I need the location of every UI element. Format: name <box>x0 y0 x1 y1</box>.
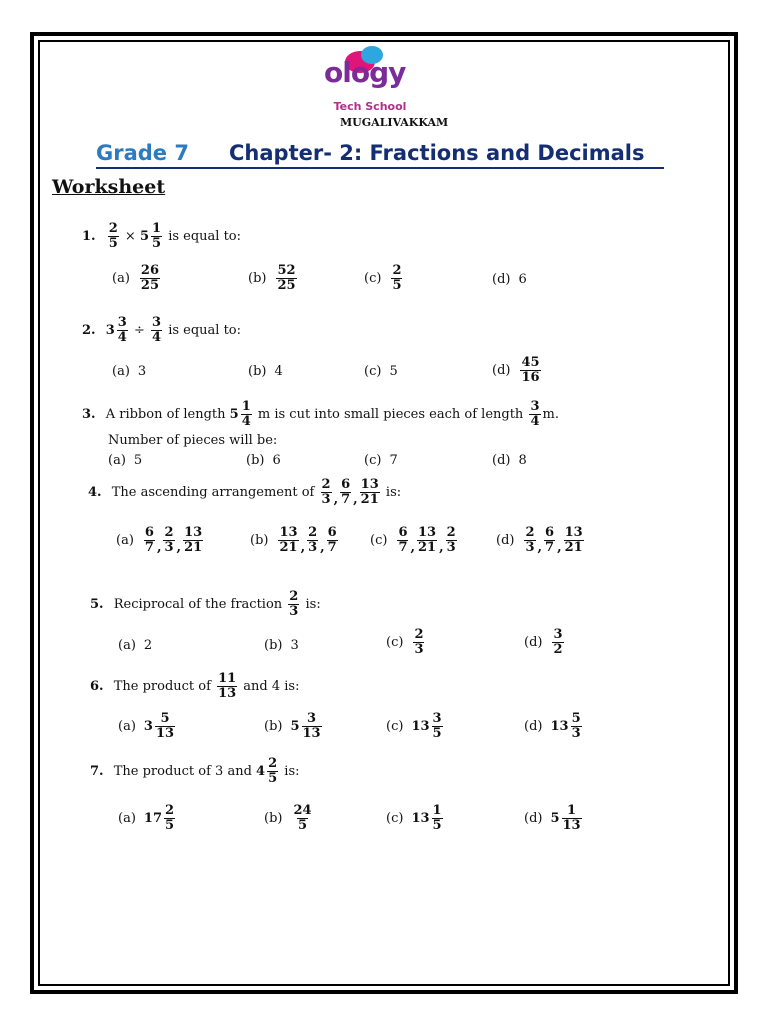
q5-option-d: (d) $\frac{3}{2}$ <box>524 627 563 657</box>
q4-option-c: (c) $\frac{6}{7}$ , $\frac{13}{21}$ , $\frac{2}{3}$ <box>370 525 456 555</box>
q4-option-d: (d) $\frac{2}{3}$ , $\frac{6}{7}$ , $\frac{13}{21}$ <box>496 525 583 555</box>
logo-wordmark: ology <box>324 56 406 89</box>
q2-option-a: (a) 3 <box>112 364 147 379</box>
q2-option-d: (d) $\frac{45}{16}$ <box>492 355 540 385</box>
question-3: 3. A ribbon of length 5 $\frac{1}{4}$ m is cut into small pieces each of length $\frac{3}{4}$ m. <box>82 399 559 429</box>
q1-option-d: (d) 6 <box>492 272 527 287</box>
grade-heading: Grade 7 <box>96 141 189 165</box>
q4-option-b: (b) $\frac{13}{21}$ , $\frac{2}{3}$ , $\frac{6}{7}$ <box>250 525 337 555</box>
q1-option-a: (a) $\frac{26}{25}$ <box>112 263 159 293</box>
q1-option-b: (b) $\frac{52}{25}$ <box>248 263 296 293</box>
q6-option-d: (d) 13 $\frac{5}{3}$ <box>524 711 581 741</box>
q7-option-a: (a) 17 $\frac{2}{5}$ <box>118 803 175 833</box>
question-6: 6. The product of $\frac{11}{13}$ and 4 is: <box>90 671 300 701</box>
worksheet-title: Worksheet <box>52 176 166 198</box>
q3-option-d: (d) 8 <box>492 453 527 468</box>
q6-option-c: (c) 13 $\frac{3}{5}$ <box>386 711 442 741</box>
q7-option-c: (c) 13 $\frac{1}{5}$ <box>386 803 442 833</box>
chapter-heading: Chapter- 2: Fractions and Decimals <box>229 141 645 165</box>
q2-option-c: (c) 5 <box>364 364 398 379</box>
q3-option-a: (a) 5 <box>108 453 143 468</box>
q6-option-b: (b) 5 $\frac{3}{13}$ <box>264 711 321 741</box>
question-1: 1. $\frac{2}{5}$ × 5 $\frac{1}{5}$ is equal to: <box>82 221 242 251</box>
school-name: MUGALIVAKKAM <box>340 116 449 129</box>
q7-option-b: (b) $\frac{24}{5}$ <box>264 803 312 833</box>
q4-option-a: (a) $\frac{6}{7}$ , $\frac{2}{3}$ , $\frac{13}{21}$ <box>116 525 203 555</box>
q3-option-b: (b) 6 <box>246 453 281 468</box>
q5-option-c: (c) $\frac{2}{3}$ <box>386 627 424 657</box>
q2-option-b: (b) 4 <box>248 364 283 379</box>
question-2: 2. 3 $\frac{3}{4}$ ÷ $\frac{3}{4}$ is equal to: <box>82 315 242 345</box>
q5-option-b: (b) 3 <box>264 638 299 653</box>
q5-option-a: (a) 2 <box>118 638 153 653</box>
question-4: 4. The ascending arrangement of $\frac{2}{3}$ , $\frac{6}{7}$ , $\frac{13}{21}$ is: <box>88 477 402 507</box>
q6-option-a: (a) 3 $\frac{5}{13}$ <box>118 711 175 741</box>
question-5: 5. Reciprocal of the fraction $\frac{2}{3}$ is: <box>90 589 321 619</box>
question-3-line-2: Number of pieces will be: <box>108 433 278 448</box>
q3-option-c: (c) 7 <box>364 453 398 468</box>
heading-underline <box>96 167 664 169</box>
q1-option-c: (c) $\frac{2}{5}$ <box>364 263 402 293</box>
q7-option-d: (d) 5 $\frac{1}{13}$ <box>524 803 581 833</box>
logo-subtitle: Tech School <box>333 100 407 113</box>
question-7: 7. The product of 3 and 4 $\frac{2}{5}$ is: <box>90 756 300 786</box>
